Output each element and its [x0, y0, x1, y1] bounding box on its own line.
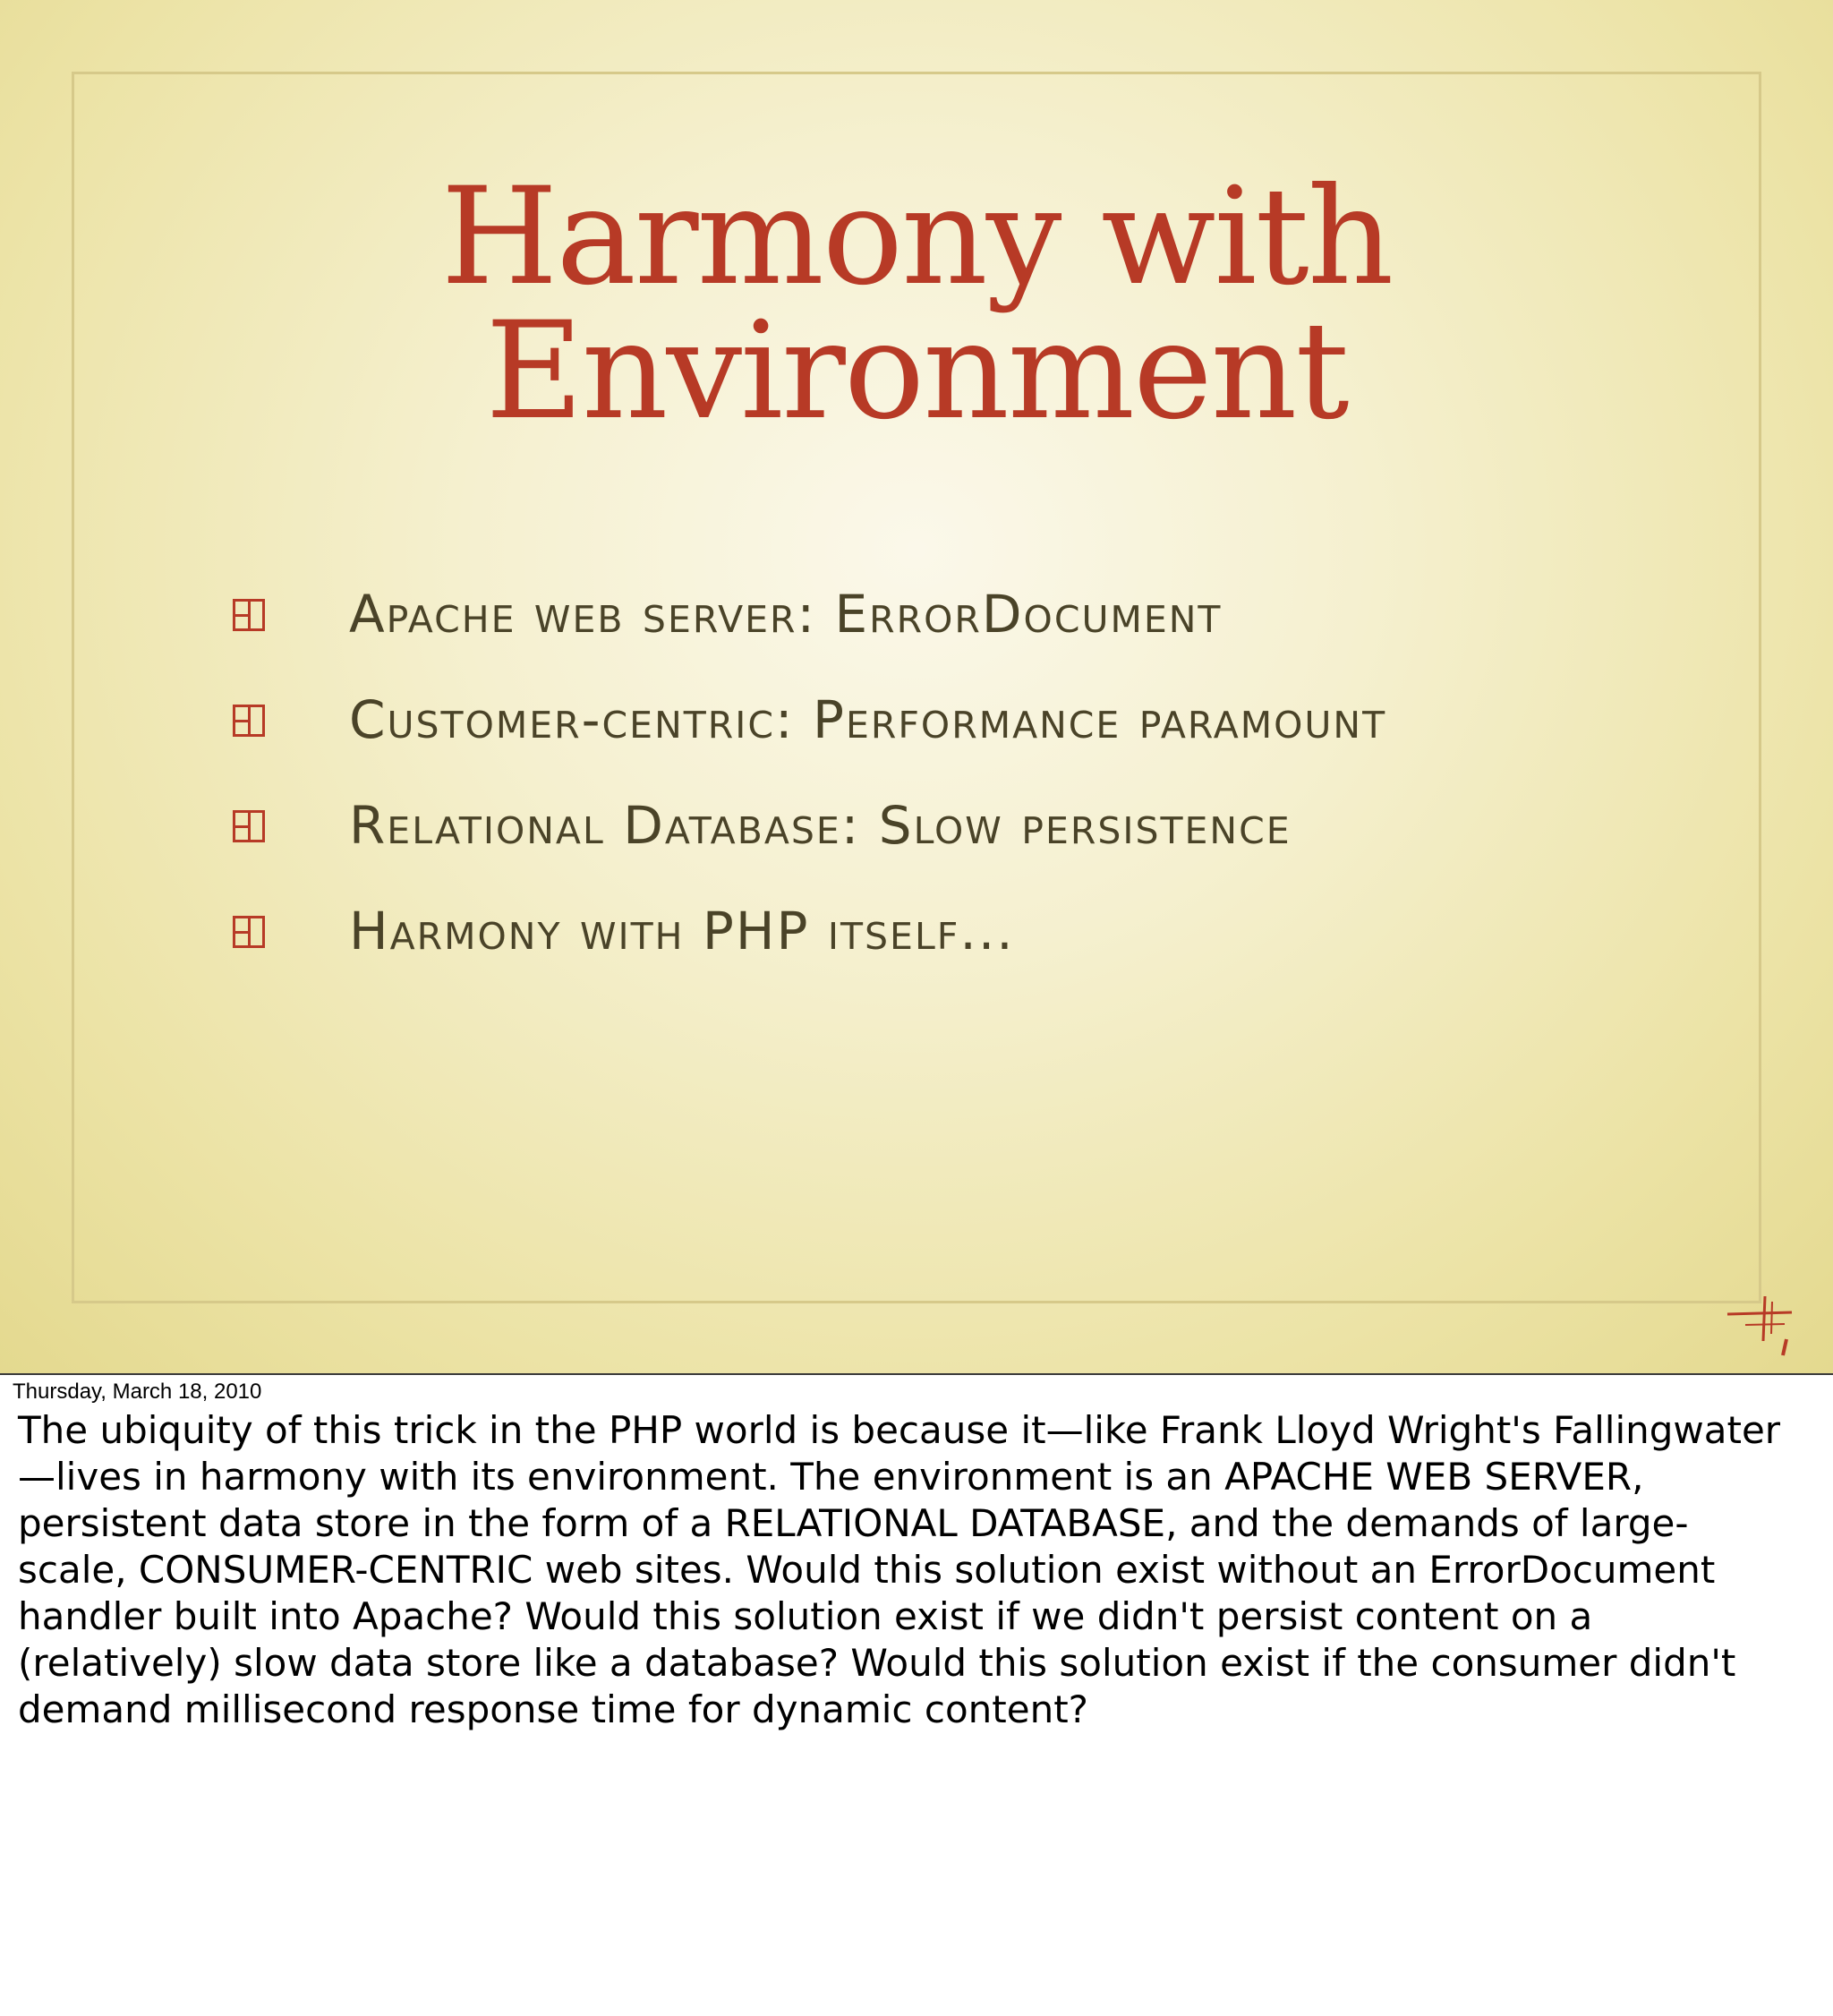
- corner-ornament-icon: [1718, 1289, 1799, 1361]
- bullet-text: Relational Database: Slow persistence: [349, 795, 1292, 856]
- square-bullet-icon: [233, 916, 265, 948]
- bullet-item: [231, 795, 1627, 856]
- bullet-text: Harmony with PHP itself...: [349, 901, 1015, 961]
- bullet-text: Apache web server: ErrorDocument: [349, 584, 1223, 645]
- square-bullet-icon: [233, 705, 265, 737]
- slide-title: Harmony with Environment: [440, 159, 1393, 449]
- square-bullet-icon: [233, 810, 265, 842]
- bullet-item: [231, 903, 1627, 959]
- bullet-item: [231, 689, 1627, 750]
- bullet-list: [231, 586, 1627, 1009]
- square-bullet-icon: [233, 599, 265, 631]
- bullet-item: [231, 584, 1627, 645]
- bullet-text: Customer-centric: Performance paramount: [349, 689, 1387, 750]
- speaker-notes: The ubiquity of this trick in the PHP world is because it—like Frank Lloyd Wright's Fallingwater —lives in harmony with its environment. The environment is an APACHE WEB SERVER, persistent data store in the form of a RELATIONAL DATABASE, and the demands of large- scale, CONSUMER-CENTRIC web sites. Would this solution exist without an ErrorDocument handler built into Apache? Would this solution exist if we didn't persist content on a (relatively) slow data store like a database? Would this solution exist if the consumer didn't demand millisecond response time for dynamic content?: [18, 1408, 1781, 1731]
- slide-date: Thursday, March 18, 2010: [13, 1380, 262, 1404]
